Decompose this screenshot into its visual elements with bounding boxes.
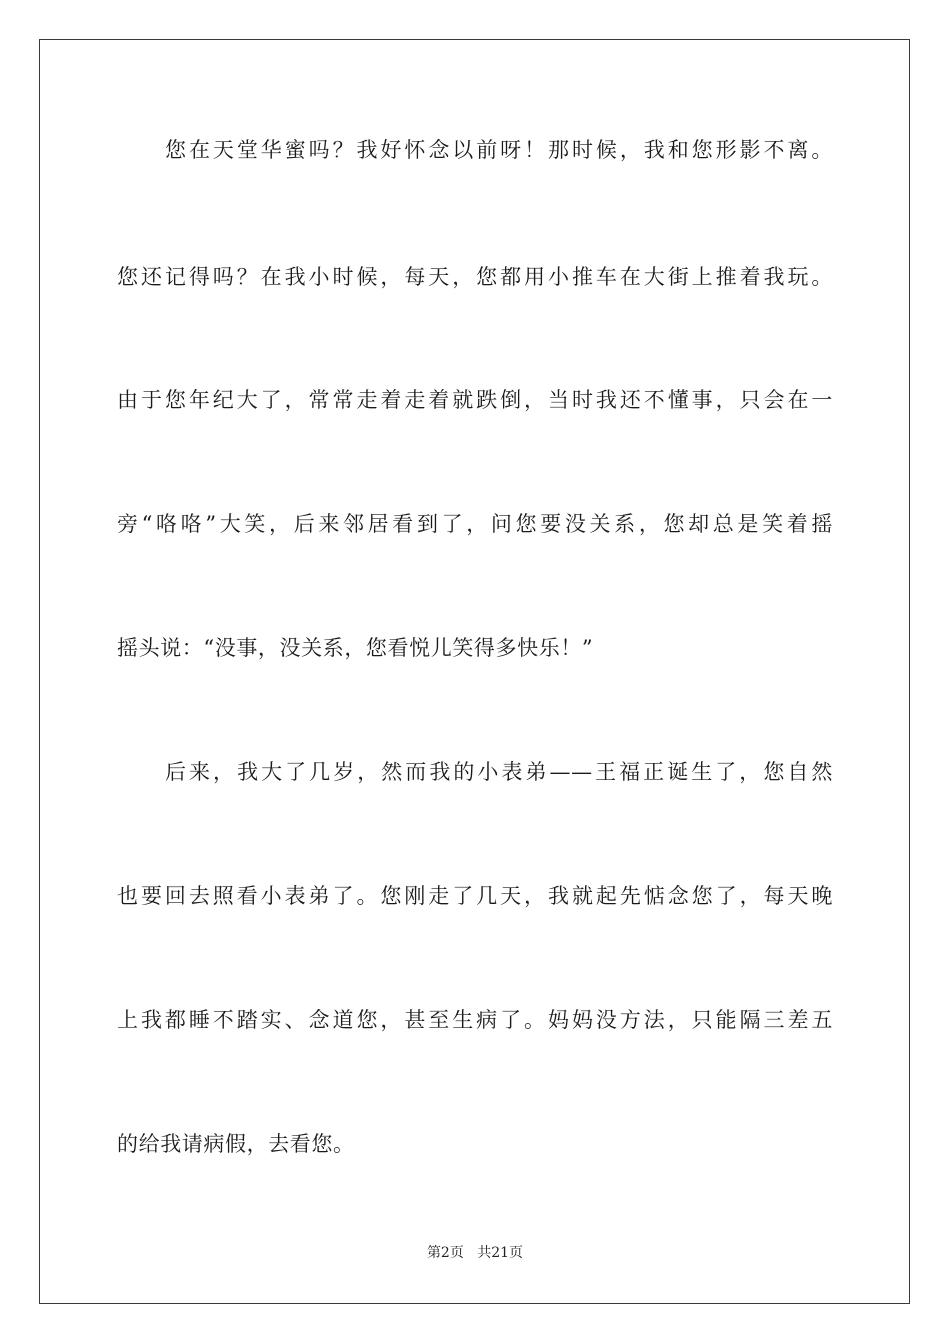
- paragraph-line: 也要回去照看小表弟了。您刚走了几天，我就起先惦念您了，每天晚: [117, 884, 833, 908]
- page-footer: [0, 1243, 950, 1263]
- paragraph-line: 旁“咯咯”大笑，后来邻居看到了，问您要没关系，您却总是笑着摇: [117, 512, 833, 536]
- page-border: [39, 39, 910, 1304]
- paragraph-line: 您还记得吗？在我小时候，每天，您都用小推车在大街上推着我玩。: [117, 265, 833, 289]
- paragraph-line: 上我都睡不踏实、念道您，甚至生病了。妈妈没方法，只能隔三差五: [117, 1008, 833, 1032]
- page-number-current: 第2页: [426, 1245, 464, 1261]
- paragraph-line: 您在天堂华蜜吗？我好怀念以前呀！那时候，我和您形影不离。: [165, 138, 833, 162]
- paragraph-line: 的给我请病假，去看您。: [117, 1132, 355, 1156]
- paragraph-line: 由于您年纪大了，常常走着走着就跌倒，当时我还不懂事，只会在一: [117, 388, 833, 412]
- page-number-total: 共21页: [477, 1245, 524, 1261]
- paragraph-line: 后来，我大了几岁，然而我的小表弟——王福正诞生了，您自然: [165, 760, 833, 784]
- paragraph-line: 摇头说：“没事，没关系，您看悦儿笑得多快乐！”: [117, 636, 594, 660]
